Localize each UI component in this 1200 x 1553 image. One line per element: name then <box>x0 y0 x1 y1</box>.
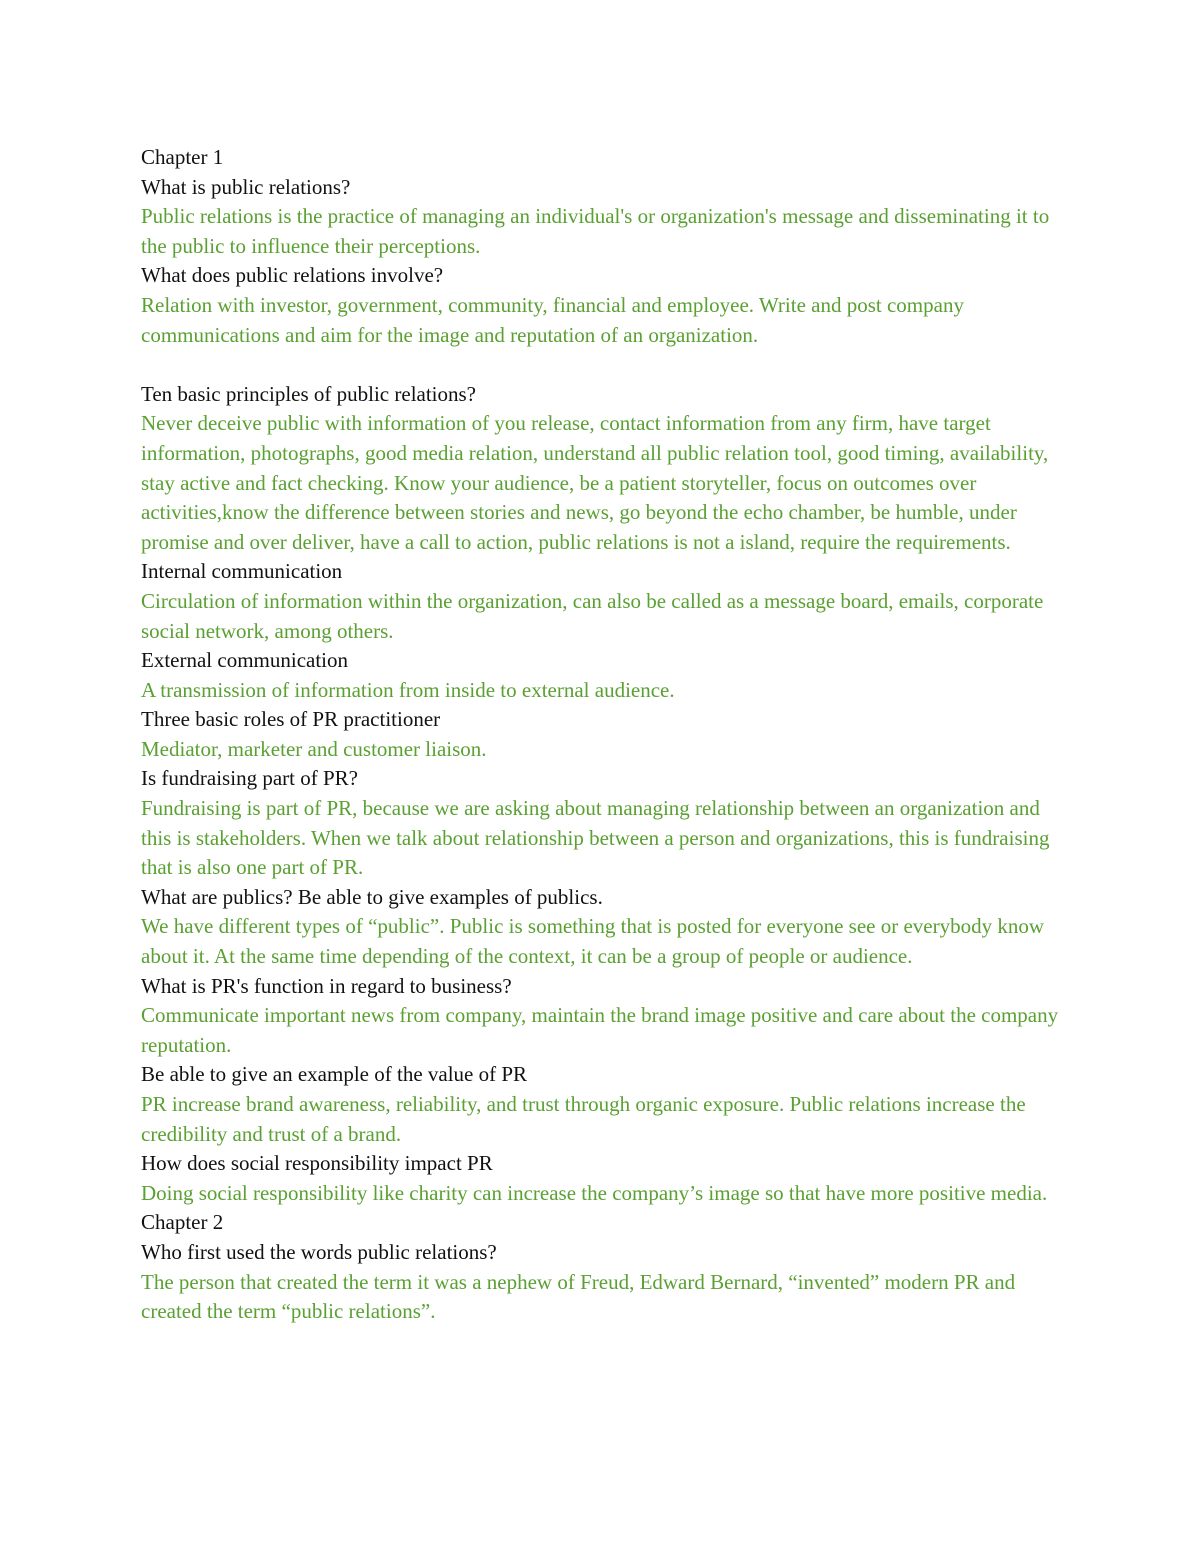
answer: The person that created the term it was a nephew of Freud, Edward Bernard, “invented” modern PR and created the term “public relations”. <box>141 1269 1016 1324</box>
question: How does social responsibility impact PR <box>141 1151 493 1176</box>
question: Who first used the words public relations? <box>141 1239 497 1264</box>
chapter-heading: Chapter 2 <box>141 1210 224 1235</box>
answer: Fundraising is part of PR, because we are asking about managing relationship between an organization and this is stakeholders. When we talk about relationship between a person and organizations, this is fundraising that is also one part of PR. <box>141 796 1050 880</box>
answer: We have different types of “public”. Public is something that is posted for everyone see or everybody know about it. At the same time depending of the context, it can be a group of people or audience. <box>141 914 1045 969</box>
chapter-heading: Chapter 1 <box>141 145 224 169</box>
question: What are publics? Be able to give examples of publics. <box>141 884 603 909</box>
question: External communication <box>141 648 349 673</box>
document-body <box>141 143 1071 1327</box>
question: What is PR's function in regard to business? <box>141 973 512 998</box>
answer: Mediator, marketer and customer liaison. <box>141 736 487 761</box>
blank-line <box>141 350 1071 380</box>
question: Three basic roles of PR practitioner <box>141 707 441 732</box>
answer: Never deceive public with information of you release, contact information from any firm, have target information, photographs, good media relation, understand all public relation tool, good timing, availability, stay active and fact checking. Know your audience, be a patient storyteller, focus on outcomes over activities,know the difference between stories and news, go beyond the echo chamber, be humble, under promise and over deliver, have a call to action, public relations is not a island, require the requirements. <box>141 411 1049 554</box>
answer: Doing social responsibility like charity can increase the company’s image so that have more positive media. <box>141 1180 1048 1205</box>
answer: Relation with investor, government, community, financial and employee. Write and post company communications and aim for the image and reputation of an organization. <box>141 292 964 347</box>
question: What is public relations? <box>141 174 351 199</box>
answer: A transmission of information from inside to external audience. <box>141 677 675 702</box>
answer: Communicate important news from company, maintain the brand image positive and care about the company reputation. <box>141 1003 1059 1057</box>
question: Be able to give an example of the value of PR <box>141 1062 528 1087</box>
answer: Public relations is the practice of managing an individual's or organization's message and disseminating it to the public to influence their perceptions. <box>141 204 1050 258</box>
question: What does public relations involve? <box>141 263 444 288</box>
answer: PR increase brand awareness, reliability, and trust through organic exposure. Public relations increase the credibility and trust of a brand. <box>141 1092 1026 1146</box>
question: Internal communication <box>141 559 343 584</box>
question: Is fundraising part of PR? <box>141 766 358 791</box>
answer: Circulation of information within the organization, can also be called as a message board, emails, corporate social network, among others. <box>141 588 1044 643</box>
question: Ten basic principles of public relations? <box>141 381 477 406</box>
